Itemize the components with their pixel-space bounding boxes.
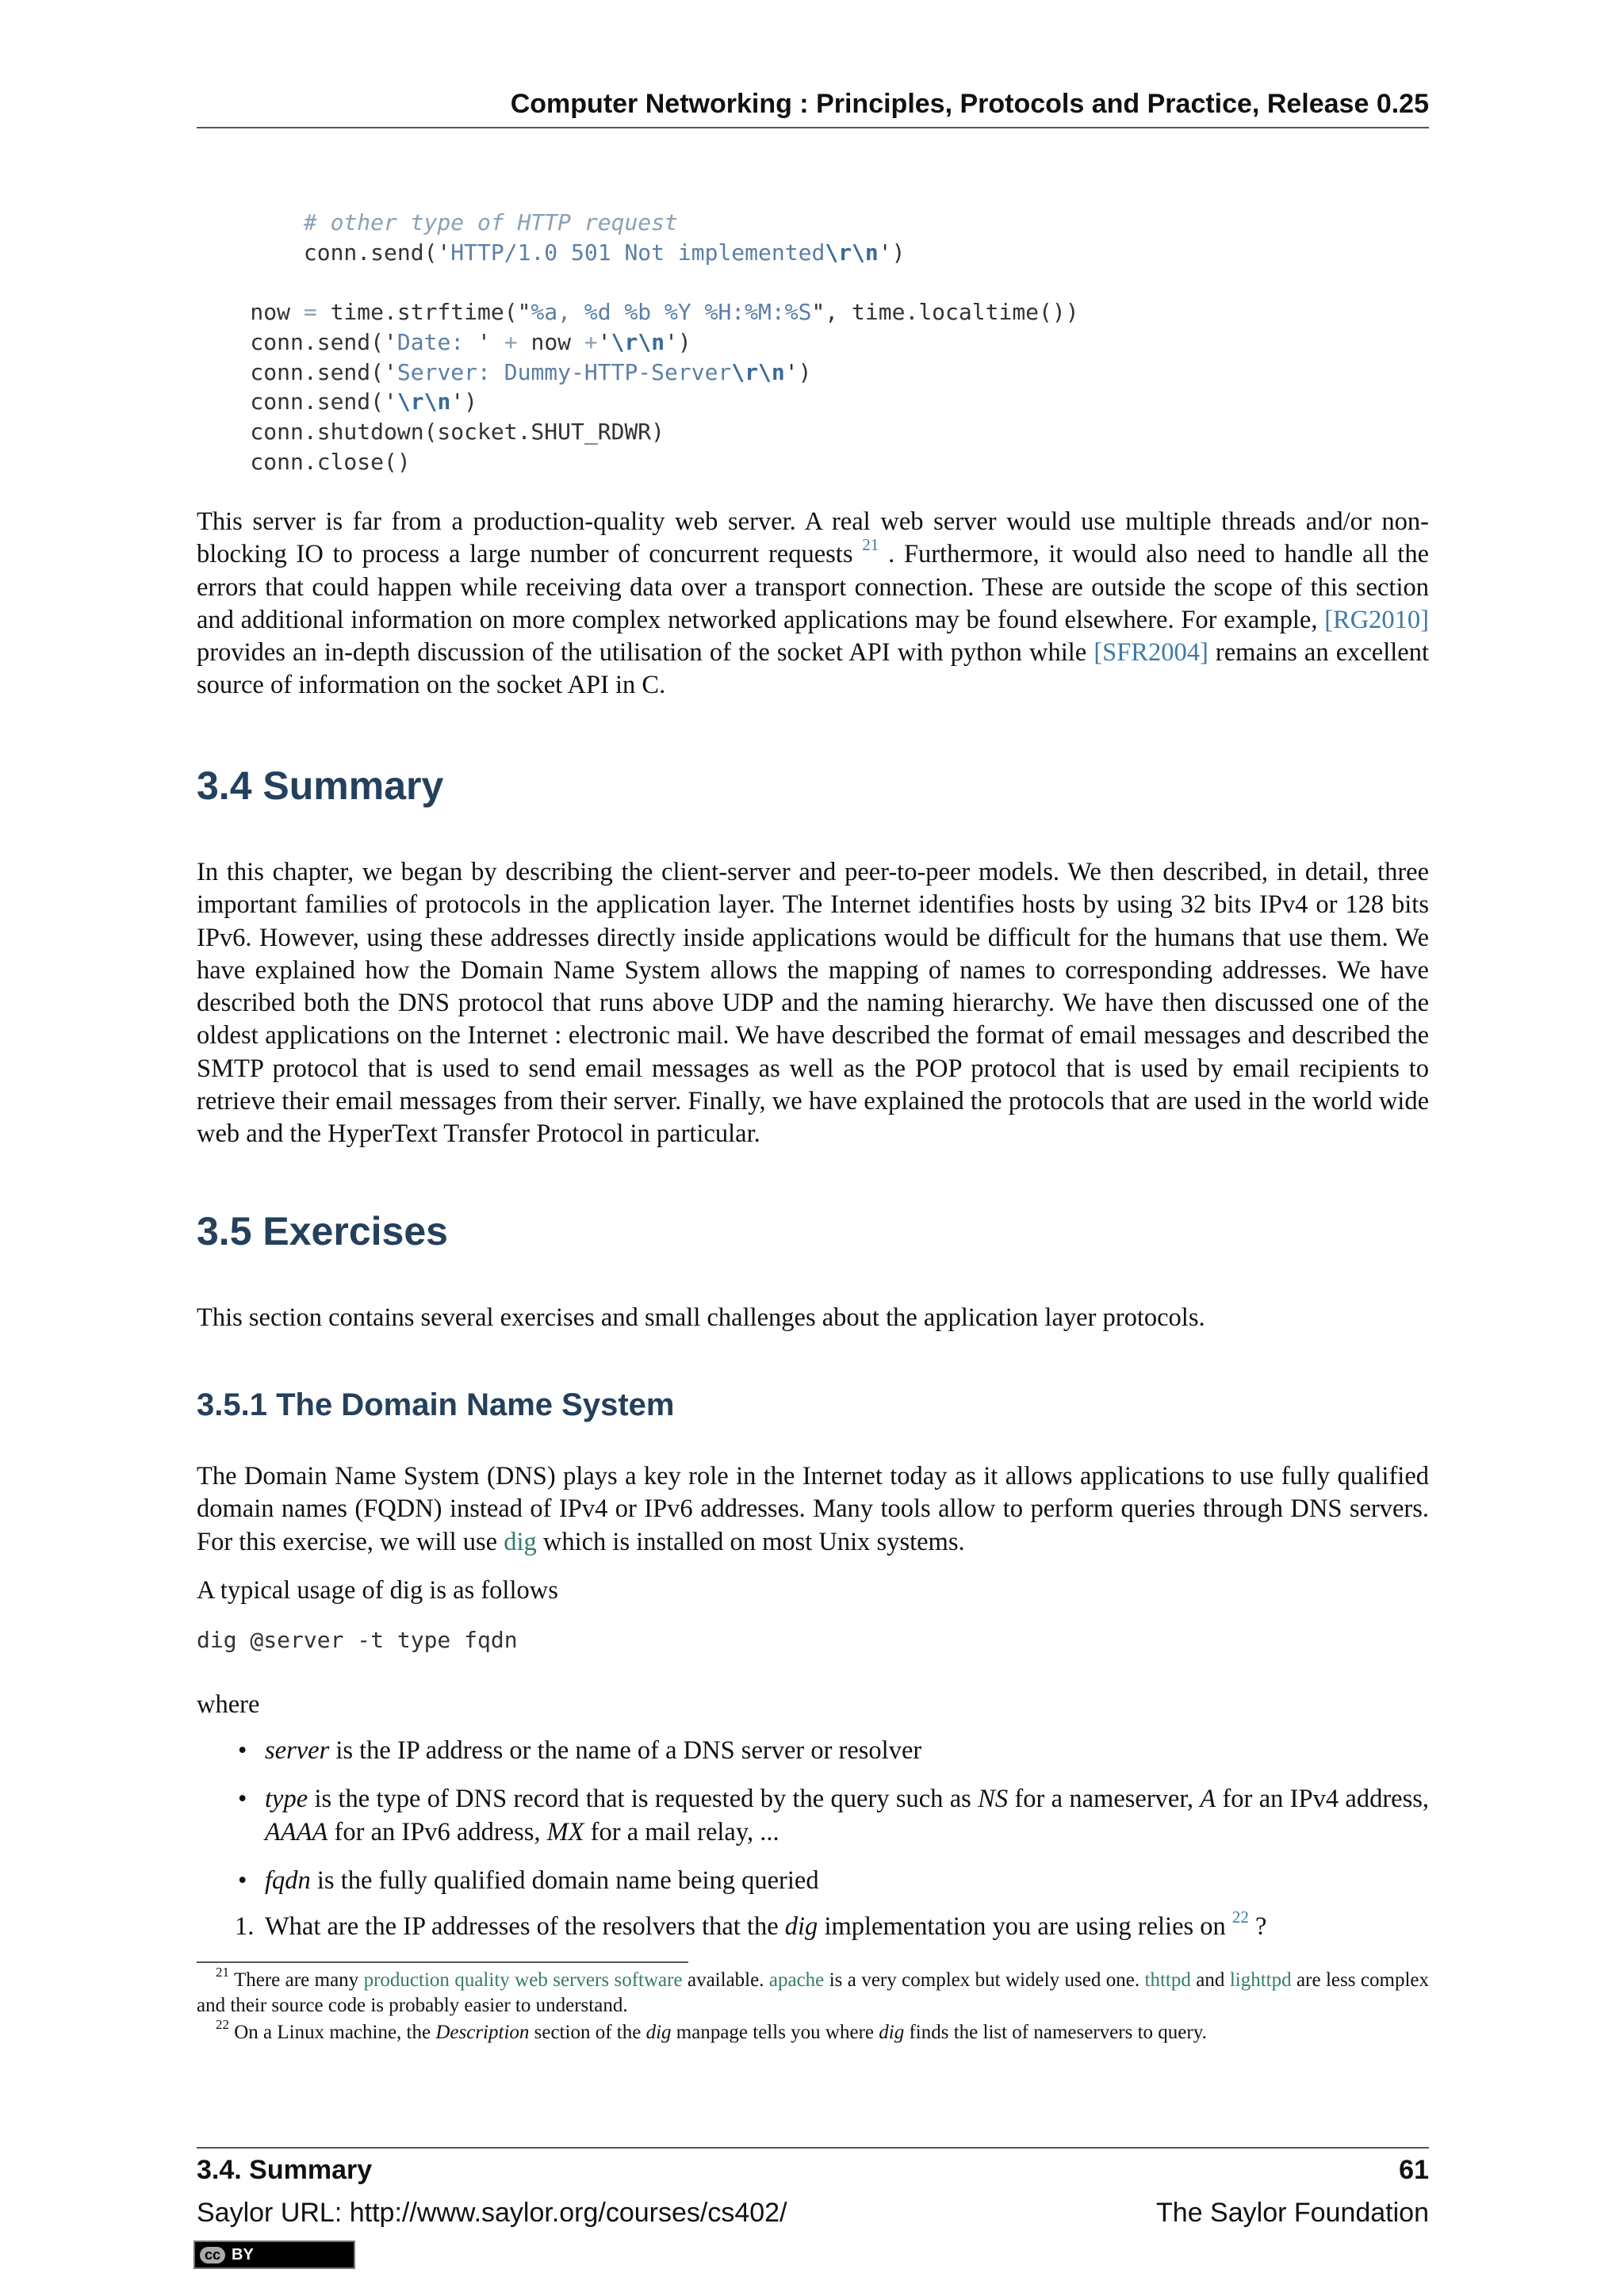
paragraph-text: This server is far from a production-quality web server. A real web server would use multiple threads and/or non-blocking IO to process a large number of concurrent requests (197, 507, 1429, 569)
citation-rg2010[interactable]: [RG2010] (1324, 605, 1429, 634)
footnote-number: 22 (216, 2016, 229, 2032)
footnote-emphasis: dig (645, 2022, 672, 2043)
paragraph-text: remains an excellent source of information on the socket API in C. (197, 638, 1429, 700)
citation-sfr2004[interactable]: [SFR2004] (1094, 638, 1208, 668)
section-heading-exercises: 3.5 Exercises (197, 1209, 448, 1253)
paragraph-exercises-intro: This section contains several exercises and small challenges about the application layer protocols. (197, 1303, 1205, 1332)
record-ns: NS (978, 1785, 1009, 1814)
record-a: A (1200, 1785, 1216, 1814)
paragraph-text: provides an in-depth discussion of the utilisation of the socket API with python while (197, 638, 1094, 668)
paragraph-text: . Furthermore, it would also need to handle all the errors that could happen while receiving data over a transport connection. These are outside the scope of this section and additional information on more complex networked applications may be found elsewhere. For example, (197, 540, 1429, 634)
question-text-part: ? (1248, 1912, 1267, 1941)
term-server: server (265, 1736, 330, 1765)
footnote-text: available. (682, 1969, 769, 1991)
footnote-ref-22[interactable]: 22 (1231, 1908, 1249, 1927)
footnote-text: finds the list of nameservers to query. (904, 2022, 1207, 2043)
definition-text: for an IPv4 address, (1216, 1785, 1429, 1814)
section-heading-summary: 3.4 Summary (197, 763, 444, 808)
footnote-text: On a Linux machine, the (229, 2022, 436, 2043)
cc-icon: cc (200, 2247, 225, 2263)
link-lighttpd[interactable]: lighttpd (1229, 1969, 1292, 1991)
code-block: # other type of HTTP request conn.send('HTTP/1.0 501 Not implemented\r\n') now = time.strftime("%a, %d %b %Y %H:%M:%S", time.localtime()) conn.send('Date: ' + now +'\r\n') conn.send('Server: Dummy-HTTP-Server\r\n') conn.send('\r\n') conn.shutdown(socket.SHUT_RDWR) conn.close() (197, 209, 1079, 475)
paragraph-summary: In this chapter, we began by describing the client-server and peer-to-peer models. We then described, in detail, three important families of protocols in the application layer. The Internet identifies hosts by using 32 bits IPv4 or 128 bits IPv6. However, using these addresses directly inside applications would be difficult for the humans that use them. We have explained how the Domain Name System allows the mapping of names to corresponding addresses. We have described both the DNS protocol that runs above UDP and the naming hierarchy. We have then discussed one of the oldest applications on the Internet : electronic mail. We have described the format of email messages and described the SMTP protocol that is used to send email messages as well as the POP protocol that is used by email recipients to retrieve their email messages from their server. Finally, we have explained the protocols that are used in the world wide web and the HyperText Transfer Protocol in particular. (197, 858, 1429, 1149)
record-mx: MX (546, 1817, 584, 1846)
term-type: type (265, 1785, 308, 1814)
definition-text: is the fully qualified domain name being queried (310, 1866, 819, 1895)
license-by-label: BY (232, 2245, 254, 2263)
paragraph-dig-usage: A typical usage of dig is as follows (197, 1576, 558, 1605)
footnote-ref-21[interactable]: 21 (862, 535, 879, 555)
definition-text: for an IPv6 address, (327, 1817, 547, 1846)
code-dig-usage: dig @server -t type fqdn (197, 1627, 518, 1653)
link-dig[interactable]: dig (504, 1527, 537, 1556)
footnote-text: and (1190, 1969, 1230, 1991)
link-web-servers[interactable]: production quality web servers software (363, 1969, 683, 1991)
paragraph-dns-intro (197, 1460, 1429, 1559)
list-item-server (197, 1735, 1429, 1767)
footnote-text: are less complex and their source code is probably easier to understand. (197, 1969, 1429, 2016)
question-emphasis: dig (784, 1912, 818, 1941)
footer-section: 3.4. Summary (197, 2155, 373, 2185)
footnote-text: manpage tells you where (671, 2022, 879, 2043)
saylor-url: Saylor URL: http://www.saylor.org/courses/cs402/ (197, 2198, 787, 2228)
question-text-part: implementation you are using relies on (818, 1912, 1232, 1941)
question-text (265, 1908, 1429, 1943)
cc-license-badge (193, 2241, 355, 2269)
definition-text: for a nameserver, (1008, 1785, 1201, 1814)
footnote-rule (197, 1961, 688, 1963)
list-item-type (197, 1783, 1429, 1849)
footnote-text: is a very complex but widely used one. (824, 1969, 1145, 1991)
footnote-22 (197, 2016, 1429, 2045)
question-text-part: What are the IP addresses of the resolvers that the (265, 1912, 785, 1941)
definition-text: for a mail relay, ... (584, 1817, 779, 1846)
footnote-emphasis: Description (435, 2022, 530, 2043)
saylor-foundation: The Saylor Foundation (1156, 2198, 1429, 2228)
footnote-emphasis: dig (879, 2022, 905, 2043)
link-apache[interactable]: apache (768, 1969, 825, 1991)
footnote-text: There are many (229, 1969, 364, 1991)
subsection-heading-dns: 3.5.1 The Domain Name System (197, 1387, 675, 1422)
paragraph-where: where (197, 1690, 260, 1719)
definition-text: is the type of DNS record that is requested by the query such as (308, 1785, 979, 1814)
paragraph-server-discussion (197, 506, 1429, 702)
footnote-number: 21 (216, 1964, 229, 1980)
paragraph-text: The Domain Name System (DNS) plays a key role in the Internet today as it allows applications to use fully qualified domain names (FQDN) instead of IPv4 or IPv6 addresses. Many tools allow to perform queries through DNS servers. For this exercise, we will use (197, 1462, 1429, 1556)
definition-list (197, 1735, 1429, 1913)
footnote-21 (197, 1964, 1429, 2019)
link-thttpd[interactable]: thttpd (1144, 1969, 1191, 1991)
definition-text: is the IP address or the name of a DNS server or resolver (329, 1736, 922, 1765)
list-item-fqdn (197, 1865, 1429, 1897)
header-rule (197, 127, 1429, 128)
record-aaaa: AAAA (265, 1817, 328, 1846)
footer-rule (197, 2147, 1429, 2149)
page-number: 61 (1399, 2155, 1429, 2185)
question-number: 1. (235, 1912, 255, 1941)
term-fqdn: fqdn (265, 1866, 311, 1895)
running-header: Computer Networking : Principles, Protocols and Practice, Release 0.25 (510, 89, 1429, 119)
footnote-text: section of the (529, 2022, 646, 2043)
paragraph-text: which is installed on most Unix systems. (536, 1527, 965, 1556)
